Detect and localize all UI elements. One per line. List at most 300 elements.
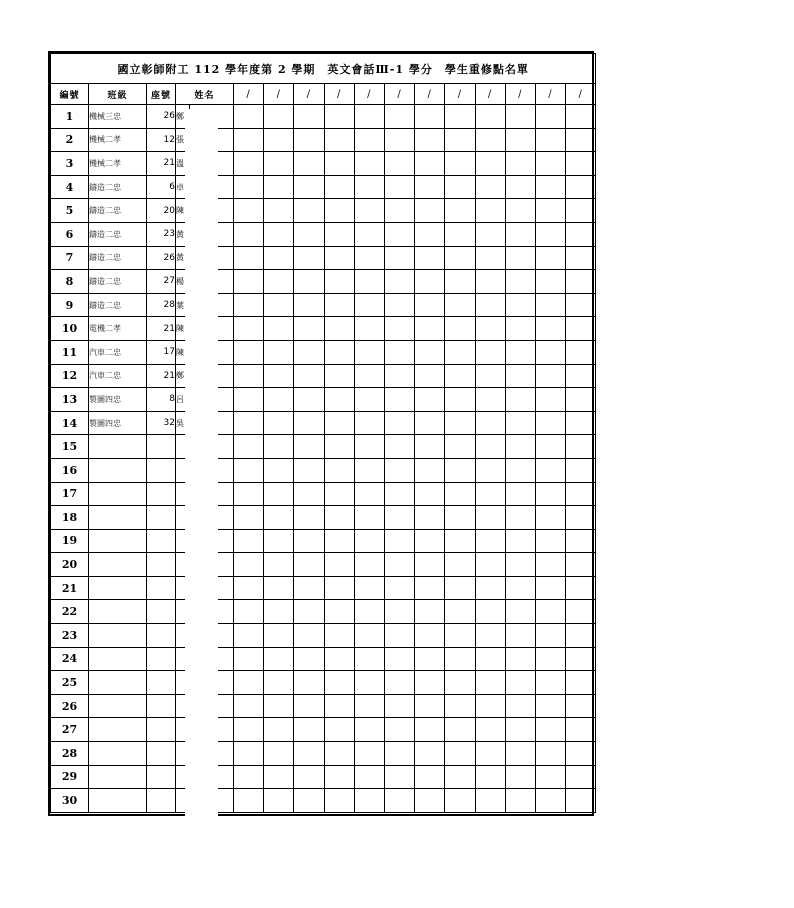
attendance-cell[interactable] [535,529,565,553]
attendance-cell[interactable] [566,529,596,553]
attendance-cell[interactable] [264,694,294,718]
attendance-cell[interactable] [475,270,505,294]
attendance-cell[interactable] [566,222,596,246]
attendance-cell[interactable] [566,317,596,341]
attendance-cell[interactable] [354,270,384,294]
attendance-cell[interactable] [294,435,324,459]
attendance-cell[interactable] [324,435,354,459]
attendance-cell[interactable] [535,647,565,671]
attendance-cell[interactable] [566,128,596,152]
attendance-cell[interactable] [264,340,294,364]
attendance-cell[interactable] [324,694,354,718]
attendance-cell[interactable] [505,694,535,718]
attendance-cell[interactable] [234,128,264,152]
attendance-cell[interactable] [354,105,384,129]
attendance-cell[interactable] [234,694,264,718]
attendance-cell[interactable] [475,529,505,553]
attendance-cell[interactable] [354,506,384,530]
attendance-cell[interactable] [294,246,324,270]
attendance-cell[interactable] [294,553,324,577]
attendance-cell[interactable] [294,458,324,482]
attendance-cell[interactable] [384,270,414,294]
attendance-cell[interactable] [566,482,596,506]
attendance-cell[interactable] [535,411,565,435]
attendance-cell[interactable] [505,317,535,341]
attendance-cell[interactable] [415,152,445,176]
attendance-cell[interactable] [264,199,294,223]
attendance-cell[interactable] [445,175,475,199]
attendance-cell[interactable] [566,576,596,600]
attendance-cell[interactable] [234,340,264,364]
attendance-cell[interactable] [294,199,324,223]
attendance-cell[interactable] [294,411,324,435]
attendance-cell[interactable] [505,293,535,317]
attendance-cell[interactable] [234,175,264,199]
attendance-cell[interactable] [234,718,264,742]
attendance-cell[interactable] [234,742,264,766]
attendance-cell[interactable] [294,742,324,766]
attendance-cell[interactable] [535,388,565,412]
attendance-cell[interactable] [234,199,264,223]
attendance-cell[interactable] [415,388,445,412]
attendance-cell[interactable] [566,624,596,648]
attendance-cell[interactable] [535,364,565,388]
attendance-cell[interactable] [445,529,475,553]
attendance-cell[interactable] [475,482,505,506]
attendance-cell[interactable] [354,364,384,388]
attendance-cell[interactable] [264,529,294,553]
attendance-cell[interactable] [535,246,565,270]
attendance-cell[interactable] [566,647,596,671]
attendance-cell[interactable] [566,553,596,577]
attendance-cell[interactable] [535,317,565,341]
attendance-cell[interactable] [445,364,475,388]
attendance-cell[interactable] [445,765,475,789]
attendance-cell[interactable] [475,388,505,412]
attendance-cell[interactable] [294,222,324,246]
attendance-cell[interactable] [415,246,445,270]
attendance-cell[interactable] [566,765,596,789]
attendance-cell[interactable] [535,600,565,624]
attendance-cell[interactable] [354,246,384,270]
attendance-cell[interactable] [535,671,565,695]
attendance-cell[interactable] [324,246,354,270]
attendance-cell[interactable] [234,553,264,577]
attendance-cell[interactable] [445,789,475,813]
attendance-cell[interactable] [445,293,475,317]
attendance-cell[interactable] [324,222,354,246]
attendance-cell[interactable] [415,742,445,766]
attendance-cell[interactable] [294,694,324,718]
attendance-cell[interactable] [354,411,384,435]
attendance-cell[interactable] [384,293,414,317]
attendance-cell[interactable] [234,600,264,624]
attendance-cell[interactable] [354,600,384,624]
attendance-cell[interactable] [324,199,354,223]
attendance-cell[interactable] [294,175,324,199]
attendance-cell[interactable] [234,364,264,388]
attendance-cell[interactable] [384,222,414,246]
attendance-cell[interactable] [566,694,596,718]
attendance-cell[interactable] [234,576,264,600]
attendance-cell[interactable] [354,718,384,742]
attendance-cell[interactable] [415,105,445,129]
attendance-cell[interactable] [445,222,475,246]
attendance-cell[interactable] [535,222,565,246]
attendance-cell[interactable] [475,458,505,482]
attendance-cell[interactable] [234,411,264,435]
attendance-cell[interactable] [294,506,324,530]
attendance-cell[interactable] [475,553,505,577]
attendance-cell[interactable] [475,742,505,766]
attendance-cell[interactable] [475,175,505,199]
attendance-cell[interactable] [384,765,414,789]
attendance-cell[interactable] [294,105,324,129]
attendance-cell[interactable] [264,576,294,600]
attendance-cell[interactable] [234,388,264,412]
attendance-cell[interactable] [234,624,264,648]
attendance-cell[interactable] [384,482,414,506]
attendance-cell[interactable] [505,246,535,270]
attendance-cell[interactable] [566,246,596,270]
attendance-cell[interactable] [475,718,505,742]
attendance-cell[interactable] [415,718,445,742]
attendance-cell[interactable] [324,388,354,412]
attendance-cell[interactable] [384,742,414,766]
attendance-cell[interactable] [445,624,475,648]
attendance-cell[interactable] [294,647,324,671]
attendance-cell[interactable] [445,694,475,718]
attendance-cell[interactable] [324,647,354,671]
attendance-cell[interactable] [384,199,414,223]
attendance-cell[interactable] [264,128,294,152]
attendance-cell[interactable] [535,624,565,648]
attendance-cell[interactable] [415,553,445,577]
attendance-cell[interactable] [294,388,324,412]
attendance-cell[interactable] [445,199,475,223]
attendance-cell[interactable] [475,317,505,341]
attendance-cell[interactable] [324,128,354,152]
attendance-cell[interactable] [384,128,414,152]
attendance-cell[interactable] [324,411,354,435]
attendance-cell[interactable] [535,128,565,152]
attendance-cell[interactable] [384,576,414,600]
attendance-cell[interactable] [294,671,324,695]
attendance-cell[interactable] [475,411,505,435]
attendance-cell[interactable] [384,671,414,695]
attendance-cell[interactable] [566,364,596,388]
attendance-cell[interactable] [294,340,324,364]
attendance-cell[interactable] [354,317,384,341]
attendance-cell[interactable] [475,506,505,530]
attendance-cell[interactable] [324,458,354,482]
attendance-cell[interactable] [264,246,294,270]
attendance-cell[interactable] [445,411,475,435]
attendance-cell[interactable] [475,364,505,388]
attendance-cell[interactable] [415,175,445,199]
attendance-cell[interactable] [475,246,505,270]
attendance-cell[interactable] [415,694,445,718]
attendance-cell[interactable] [264,553,294,577]
attendance-cell[interactable] [294,128,324,152]
attendance-cell[interactable] [294,576,324,600]
attendance-cell[interactable] [324,671,354,695]
attendance-cell[interactable] [535,340,565,364]
attendance-cell[interactable] [445,482,475,506]
attendance-cell[interactable] [264,506,294,530]
attendance-cell[interactable] [415,789,445,813]
attendance-cell[interactable] [294,270,324,294]
attendance-cell[interactable] [354,742,384,766]
attendance-cell[interactable] [566,293,596,317]
attendance-cell[interactable] [415,340,445,364]
attendance-cell[interactable] [234,105,264,129]
attendance-cell[interactable] [415,364,445,388]
attendance-cell[interactable] [505,364,535,388]
attendance-cell[interactable] [535,458,565,482]
attendance-cell[interactable] [384,364,414,388]
attendance-cell[interactable] [475,222,505,246]
attendance-cell[interactable] [566,105,596,129]
attendance-cell[interactable] [535,270,565,294]
attendance-cell[interactable] [535,576,565,600]
attendance-cell[interactable] [415,529,445,553]
attendance-cell[interactable] [566,411,596,435]
attendance-cell[interactable] [264,435,294,459]
attendance-cell[interactable] [264,152,294,176]
attendance-cell[interactable] [475,789,505,813]
attendance-cell[interactable] [294,765,324,789]
attendance-cell[interactable] [445,553,475,577]
attendance-cell[interactable] [384,718,414,742]
attendance-cell[interactable] [324,789,354,813]
attendance-cell[interactable] [324,506,354,530]
attendance-cell[interactable] [505,458,535,482]
attendance-cell[interactable] [324,600,354,624]
attendance-cell[interactable] [505,506,535,530]
attendance-cell[interactable] [505,222,535,246]
attendance-cell[interactable] [384,105,414,129]
attendance-cell[interactable] [294,317,324,341]
attendance-cell[interactable] [445,435,475,459]
attendance-cell[interactable] [384,529,414,553]
attendance-cell[interactable] [264,175,294,199]
attendance-cell[interactable] [354,175,384,199]
attendance-cell[interactable] [354,458,384,482]
attendance-cell[interactable] [445,718,475,742]
attendance-cell[interactable] [475,647,505,671]
attendance-cell[interactable] [234,246,264,270]
attendance-cell[interactable] [566,742,596,766]
attendance-cell[interactable] [566,506,596,530]
attendance-cell[interactable] [324,105,354,129]
attendance-cell[interactable] [475,293,505,317]
attendance-cell[interactable] [384,789,414,813]
attendance-cell[interactable] [505,742,535,766]
attendance-cell[interactable] [415,647,445,671]
attendance-cell[interactable] [384,317,414,341]
attendance-cell[interactable] [354,388,384,412]
attendance-cell[interactable] [264,105,294,129]
attendance-cell[interactable] [384,647,414,671]
attendance-cell[interactable] [324,152,354,176]
attendance-cell[interactable] [535,553,565,577]
attendance-cell[interactable] [415,270,445,294]
attendance-cell[interactable] [234,152,264,176]
attendance-cell[interactable] [324,718,354,742]
attendance-cell[interactable] [415,624,445,648]
attendance-cell[interactable] [505,435,535,459]
attendance-cell[interactable] [234,482,264,506]
attendance-cell[interactable] [354,222,384,246]
attendance-cell[interactable] [415,199,445,223]
attendance-cell[interactable] [234,222,264,246]
attendance-cell[interactable] [415,222,445,246]
attendance-cell[interactable] [324,317,354,341]
attendance-cell[interactable] [354,765,384,789]
attendance-cell[interactable] [384,388,414,412]
attendance-cell[interactable] [324,270,354,294]
attendance-cell[interactable] [505,553,535,577]
attendance-cell[interactable] [535,789,565,813]
attendance-cell[interactable] [505,128,535,152]
attendance-cell[interactable] [294,529,324,553]
attendance-cell[interactable] [566,718,596,742]
attendance-cell[interactable] [445,742,475,766]
attendance-cell[interactable] [324,576,354,600]
attendance-cell[interactable] [475,765,505,789]
attendance-cell[interactable] [264,600,294,624]
attendance-cell[interactable] [505,529,535,553]
attendance-cell[interactable] [354,671,384,695]
attendance-cell[interactable] [566,671,596,695]
attendance-cell[interactable] [415,600,445,624]
attendance-cell[interactable] [294,482,324,506]
attendance-cell[interactable] [505,175,535,199]
attendance-cell[interactable] [475,340,505,364]
attendance-cell[interactable] [234,765,264,789]
attendance-cell[interactable] [294,293,324,317]
attendance-cell[interactable] [415,671,445,695]
attendance-cell[interactable] [264,317,294,341]
attendance-cell[interactable] [535,482,565,506]
attendance-cell[interactable] [354,340,384,364]
attendance-cell[interactable] [264,222,294,246]
attendance-cell[interactable] [505,671,535,695]
attendance-cell[interactable] [445,576,475,600]
attendance-cell[interactable] [384,435,414,459]
attendance-cell[interactable] [475,435,505,459]
attendance-cell[interactable] [445,152,475,176]
attendance-cell[interactable] [354,293,384,317]
attendance-cell[interactable] [535,506,565,530]
attendance-cell[interactable] [566,600,596,624]
attendance-cell[interactable] [475,152,505,176]
attendance-cell[interactable] [234,506,264,530]
attendance-cell[interactable] [505,105,535,129]
attendance-cell[interactable] [566,175,596,199]
attendance-cell[interactable] [384,458,414,482]
attendance-cell[interactable] [475,600,505,624]
attendance-cell[interactable] [505,482,535,506]
attendance-cell[interactable] [324,624,354,648]
attendance-cell[interactable] [445,458,475,482]
attendance-cell[interactable] [535,435,565,459]
attendance-cell[interactable] [324,340,354,364]
attendance-cell[interactable] [234,435,264,459]
attendance-cell[interactable] [505,647,535,671]
attendance-cell[interactable] [324,742,354,766]
attendance-cell[interactable] [535,199,565,223]
attendance-cell[interactable] [264,624,294,648]
attendance-cell[interactable] [415,317,445,341]
attendance-cell[interactable] [264,293,294,317]
attendance-cell[interactable] [445,506,475,530]
attendance-cell[interactable] [415,506,445,530]
attendance-cell[interactable] [415,576,445,600]
attendance-cell[interactable] [384,624,414,648]
attendance-cell[interactable] [354,435,384,459]
attendance-cell[interactable] [264,270,294,294]
attendance-cell[interactable] [234,671,264,695]
attendance-cell[interactable] [264,388,294,412]
attendance-cell[interactable] [415,293,445,317]
attendance-cell[interactable] [354,553,384,577]
attendance-cell[interactable] [264,364,294,388]
attendance-cell[interactable] [415,435,445,459]
attendance-cell[interactable] [234,529,264,553]
attendance-cell[interactable] [505,718,535,742]
attendance-cell[interactable] [324,529,354,553]
attendance-cell[interactable] [294,718,324,742]
attendance-cell[interactable] [415,458,445,482]
attendance-cell[interactable] [566,340,596,364]
attendance-cell[interactable] [566,199,596,223]
attendance-cell[interactable] [475,694,505,718]
attendance-cell[interactable] [415,128,445,152]
attendance-cell[interactable] [566,789,596,813]
attendance-cell[interactable] [384,152,414,176]
attendance-cell[interactable] [384,340,414,364]
attendance-cell[interactable] [535,694,565,718]
attendance-cell[interactable] [445,388,475,412]
attendance-cell[interactable] [505,789,535,813]
attendance-cell[interactable] [384,553,414,577]
attendance-cell[interactable] [535,175,565,199]
attendance-cell[interactable] [384,246,414,270]
attendance-cell[interactable] [234,458,264,482]
attendance-cell[interactable] [354,694,384,718]
attendance-cell[interactable] [505,199,535,223]
attendance-cell[interactable] [445,340,475,364]
attendance-cell[interactable] [505,765,535,789]
attendance-cell[interactable] [264,482,294,506]
attendance-cell[interactable] [566,435,596,459]
attendance-cell[interactable] [566,270,596,294]
attendance-cell[interactable] [445,246,475,270]
attendance-cell[interactable] [264,647,294,671]
attendance-cell[interactable] [264,742,294,766]
attendance-cell[interactable] [384,694,414,718]
attendance-cell[interactable] [354,128,384,152]
attendance-cell[interactable] [415,411,445,435]
attendance-cell[interactable] [535,152,565,176]
attendance-cell[interactable] [264,789,294,813]
attendance-cell[interactable] [505,600,535,624]
attendance-cell[interactable] [505,576,535,600]
attendance-cell[interactable] [384,411,414,435]
attendance-cell[interactable] [294,152,324,176]
